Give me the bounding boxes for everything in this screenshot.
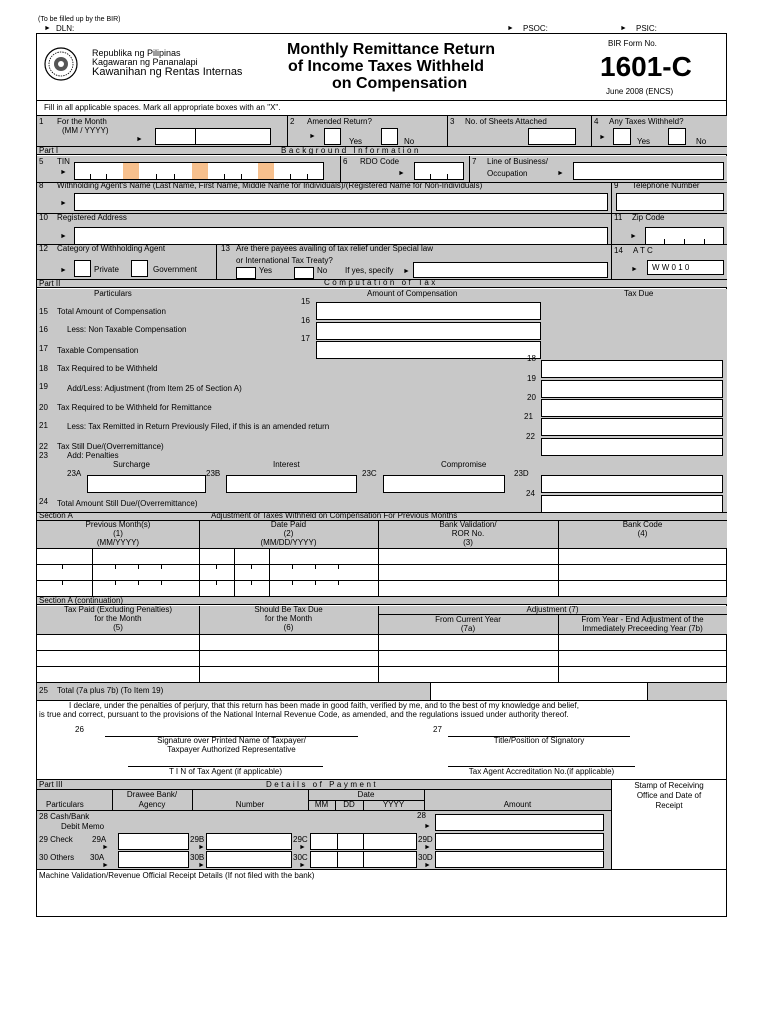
- divider: [199, 606, 200, 683]
- occupation-label: Occupation: [487, 169, 528, 178]
- surcharge-label: Surcharge: [113, 460, 150, 469]
- box-number: 29C: [293, 835, 308, 844]
- divider: [37, 548, 727, 549]
- divider: [378, 521, 379, 597]
- col-agency: Agency: [138, 800, 166, 809]
- tick: [62, 564, 63, 569]
- divider: [92, 548, 93, 596]
- item17-input[interactable]: [316, 341, 541, 359]
- divider: [37, 100, 727, 101]
- box-number: 29D: [418, 835, 433, 844]
- sectionA2-label: Section A (continuation): [39, 596, 124, 605]
- item-number: 25: [39, 686, 48, 695]
- arrow-icon: ►: [299, 862, 306, 869]
- form-number: 1601-C: [600, 51, 692, 82]
- item-label: Add/Less: Adjustment (from Item 25 of Section A): [67, 384, 242, 393]
- table-row: [37, 564, 727, 565]
- surcharge-input[interactable]: [87, 475, 206, 493]
- table-row: [37, 580, 727, 581]
- divider: [469, 156, 470, 183]
- item22-input[interactable]: [541, 438, 723, 456]
- item19-input[interactable]: [541, 380, 723, 398]
- box-number: 23C: [362, 469, 377, 478]
- line-business-input[interactable]: [573, 162, 724, 180]
- item-number: 15: [39, 307, 48, 316]
- item-number: 24: [39, 497, 48, 506]
- arrow-icon: ►: [299, 844, 306, 851]
- bir-seal: [44, 47, 78, 81]
- divider: [558, 614, 559, 683]
- part3-label: Part III: [39, 780, 63, 789]
- divider: [37, 810, 611, 811]
- divider: [37, 869, 727, 870]
- tick: [62, 580, 63, 585]
- col-for-month: for the Month: [94, 614, 142, 623]
- tick: [138, 580, 139, 585]
- divider: [611, 182, 612, 213]
- col-format: (MM/DD/YYYY): [260, 538, 317, 547]
- col-num: (2): [283, 529, 294, 538]
- tick: [251, 564, 252, 569]
- item-number: 18: [39, 364, 48, 373]
- item-number: 21: [39, 421, 48, 430]
- table-row: [37, 666, 727, 667]
- stamp-label: Stamp of Receiving: [634, 781, 704, 790]
- arrow-icon: ►: [60, 200, 67, 207]
- tick: [115, 564, 116, 569]
- divider: [37, 213, 727, 214]
- arrow-icon: ►: [60, 267, 67, 274]
- box-number: 23D: [514, 469, 529, 478]
- arrow-icon: ►: [424, 823, 431, 830]
- machine-validation-label: Machine Validation/Revenue Official Receipt Details (If not filed with the bank): [39, 871, 315, 880]
- others-bank-input[interactable]: [118, 851, 189, 868]
- arrow-icon: ►: [398, 170, 405, 177]
- col-num: (7a): [460, 624, 476, 633]
- item-number: 3: [450, 117, 455, 126]
- item20-input[interactable]: [541, 399, 723, 417]
- month-format: (MM / YYYY): [62, 126, 109, 135]
- withheld-yes-checkbox[interactable]: [613, 128, 631, 145]
- month-label: For the Month: [57, 117, 107, 126]
- box-number: 15: [301, 297, 310, 306]
- col-format: (MM/YYYY): [96, 538, 140, 547]
- tick: [161, 580, 162, 585]
- form-title-2: of Income Taxes Withheld: [288, 58, 485, 75]
- tick: [447, 174, 448, 179]
- no-label: No: [696, 137, 707, 146]
- item-number: 8: [39, 181, 44, 190]
- col-num: (5): [113, 623, 123, 632]
- divider: [337, 851, 338, 868]
- tick: [90, 174, 91, 179]
- col-bank-validation: Bank Validation/: [439, 520, 497, 529]
- amended-label: Amended Return?: [307, 117, 372, 126]
- tin-label: TIN: [57, 157, 70, 166]
- relief-question: Are there payees availing of tax relief under Special law: [236, 244, 433, 253]
- tick: [292, 564, 293, 569]
- amended-no-checkbox[interactable]: [381, 128, 398, 145]
- interest-input[interactable]: [226, 475, 357, 493]
- accreditation-label: Tax Agent Accreditation No.(if applicable): [468, 767, 615, 776]
- item-number: 11: [614, 213, 623, 222]
- col-particulars: Particulars: [94, 289, 132, 298]
- box-number: 17: [301, 334, 310, 343]
- form-title-3: on Compensation: [332, 75, 468, 92]
- divider: [287, 116, 288, 147]
- col-tax-paid: Tax Paid (Excluding Penalties): [63, 605, 173, 614]
- col-for-month: for the Month: [264, 614, 313, 623]
- tick: [241, 174, 242, 179]
- tick: [315, 564, 316, 569]
- tick: [224, 174, 225, 179]
- arrow-icon: ►: [44, 25, 51, 32]
- relief-question-2: or International Tax Treaty?: [236, 256, 333, 265]
- zip-label: Zip Code: [632, 213, 665, 222]
- arrow-icon: ►: [102, 862, 109, 869]
- col-num: (6): [283, 623, 294, 632]
- item-number: 23: [39, 451, 48, 460]
- arrow-icon: ►: [424, 862, 431, 869]
- col-drawee: Drawee Bank/: [126, 790, 178, 799]
- item23d-input[interactable]: [541, 475, 723, 493]
- arrow-icon: ►: [102, 844, 109, 851]
- sheets-label: No. of Sheets Attached: [465, 117, 547, 126]
- agency-line3: Kawanihan ng Rentas Internas: [92, 66, 243, 78]
- stamp-label-2: Office and Date of: [636, 791, 702, 800]
- item16-input[interactable]: [316, 322, 541, 340]
- item-label: Taxable Compensation: [57, 346, 139, 355]
- atc-label: A T C: [633, 246, 653, 255]
- yes-label: Yes: [259, 266, 273, 275]
- sectionA2-header: [37, 596, 727, 605]
- tick: [106, 174, 107, 179]
- divider: [340, 156, 341, 183]
- bir-note: (To be filled up by the BIR): [38, 16, 121, 23]
- divider: [234, 548, 235, 596]
- divider: [430, 683, 431, 700]
- private-label: Private: [94, 265, 119, 274]
- box-number: 21: [524, 412, 533, 421]
- arrow-icon: ►: [136, 136, 143, 143]
- tick: [338, 564, 339, 569]
- item-number: 20: [39, 403, 48, 412]
- check-amount-input[interactable]: [435, 833, 604, 850]
- item-number: 6: [343, 157, 348, 166]
- divider: [611, 244, 612, 282]
- specify-label: If yes, specify: [345, 266, 394, 275]
- col-number: Number: [235, 800, 265, 809]
- item15-input[interactable]: [316, 302, 541, 320]
- agent-name-label: Withholding Agent's Name (Last Name, First Name, Middle Name for Individuals)/(Registered Name for Non-Individuals): [57, 181, 483, 190]
- signature-label-2: Taxpayer Authorized Representative: [167, 745, 296, 754]
- agency-line2: Kagawaran ng Pananalapi: [92, 57, 198, 67]
- others-label: 30 Others: [39, 853, 75, 862]
- item-number: 2: [290, 117, 295, 126]
- divider: [37, 634, 727, 635]
- arrow-icon: ►: [631, 266, 638, 273]
- address-label: Registered Address: [57, 213, 127, 222]
- col-preceding: Immediately Preceeding Year (7b): [582, 624, 703, 633]
- item-number: 22: [39, 442, 48, 451]
- col-date: Date: [357, 790, 375, 799]
- tick: [338, 580, 339, 585]
- col-num: (3): [463, 538, 473, 547]
- item-number: 16: [39, 325, 48, 334]
- atc-value: W W 0 1 0: [652, 263, 690, 272]
- item-number: 12: [39, 244, 48, 253]
- arrow-icon: ►: [630, 233, 637, 240]
- rdo-label: RDO Code: [360, 157, 400, 166]
- item-label: Less: Non Taxable Compensation: [67, 325, 187, 334]
- yes-label: Yes: [349, 137, 363, 146]
- col-should-be: Should Be Tax Due: [254, 605, 323, 614]
- tick: [216, 564, 217, 569]
- box-number: 30B: [190, 853, 205, 862]
- item-label: Less: Tax Remitted in Return Previously Filed, if this is an amended return: [67, 422, 330, 431]
- col-yyyy: YYYY: [382, 800, 405, 809]
- taxes-withheld-label: Any Taxes Withheld?: [609, 117, 684, 126]
- arrow-icon: ►: [620, 25, 627, 32]
- tick: [216, 580, 217, 585]
- others-number-input[interactable]: [206, 851, 292, 868]
- arrow-icon: ►: [424, 844, 431, 851]
- item-number: 5: [39, 157, 44, 166]
- category-label: Category of Withholding Agent: [57, 244, 166, 253]
- box-number: 29B: [190, 835, 205, 844]
- divider: [611, 213, 612, 244]
- no-label: No: [317, 266, 328, 275]
- government-label: Government: [153, 265, 198, 274]
- part3-title: Details of Payment: [266, 780, 379, 789]
- total-label: Total (7a plus 7b) (To Item 19): [57, 686, 164, 695]
- item-number: 19: [39, 382, 48, 391]
- box-number: 22: [526, 432, 535, 441]
- divider: [337, 833, 338, 850]
- item-number: 17: [39, 344, 48, 353]
- tick: [315, 580, 316, 585]
- arrow-icon: ►: [557, 170, 564, 177]
- col-bank-code: Bank Code: [622, 520, 663, 529]
- col-amount: Amount of Compensation: [367, 289, 458, 298]
- box-number: 24: [526, 489, 535, 498]
- psoc-label: PSOC:: [523, 24, 548, 33]
- sheets-input[interactable]: [528, 128, 576, 145]
- line-business-label: Line of Business/: [487, 157, 548, 166]
- col-prev-month: Previous Month(s): [85, 520, 151, 529]
- check-number-input[interactable]: [206, 833, 292, 850]
- address-input[interactable]: [74, 227, 608, 245]
- tick: [307, 174, 308, 179]
- col-current-year: From Current Year: [435, 615, 501, 624]
- item-number: 1: [39, 117, 44, 126]
- private-checkbox[interactable]: [74, 260, 91, 277]
- part2-title: Computation of Tax: [324, 278, 438, 287]
- signature-label: Signature over Printed Name of Taxpayer/: [157, 736, 306, 745]
- penalties-label: Add: Penalties: [67, 451, 119, 460]
- box-number: 30D: [418, 853, 433, 862]
- item-number: 13: [221, 244, 230, 253]
- form-title-1: Monthly Remittance Return: [287, 41, 496, 58]
- item-label: Total Amount of Compensation: [57, 307, 166, 316]
- instructions: Fill in all applicable spaces. Mark all appropriate boxes with an "X".: [44, 103, 281, 112]
- divider: [378, 606, 379, 683]
- form-no-label: BIR Form No.: [608, 39, 657, 48]
- relief-yes-checkbox[interactable]: [236, 267, 256, 279]
- col-year-end: From Year - End Adjustment of the: [581, 615, 704, 624]
- tick: [138, 564, 139, 569]
- arrow-icon: ►: [60, 233, 67, 240]
- box-number: 30A: [90, 853, 105, 862]
- table-row: [37, 650, 727, 651]
- check-label: 29 Check: [39, 835, 73, 844]
- tick: [156, 174, 157, 179]
- dln-label: DLN:: [56, 24, 75, 33]
- box-number: 19: [527, 374, 536, 383]
- item-number: 26: [75, 725, 84, 734]
- box-number: 23A: [67, 469, 82, 478]
- item-number: 9: [614, 181, 619, 190]
- yes-label: Yes: [637, 137, 651, 146]
- no-label: No: [404, 137, 415, 146]
- tick: [161, 564, 162, 569]
- item-number: 4: [594, 117, 599, 126]
- telephone-label: Telephone Number: [632, 181, 700, 190]
- box-number: 28: [417, 811, 426, 820]
- tick: [251, 580, 252, 585]
- col-adjustment: Adjustment (7): [526, 605, 579, 614]
- declaration-line1: I declare, under the penalties of perjury, that this return has been made in good faith, verified by me, and to the best of my knowledge and belief,: [69, 701, 579, 710]
- psic-label: PSIC:: [636, 24, 657, 33]
- divider: [558, 521, 559, 597]
- box-number: 23B: [206, 469, 221, 478]
- tin-agent-label: T I N of Tax Agent (if applicable): [168, 767, 283, 776]
- position-label: Title/Position of Signatory: [493, 736, 585, 745]
- item-number: 14: [614, 246, 623, 255]
- box-number: 18: [527, 354, 536, 363]
- item-label: Tax Required to be Withheld: [57, 364, 158, 373]
- sectionA-title: Adjustment of Taxes Withheld on Compensation For Previous Months: [211, 511, 458, 520]
- col-particulars: Particulars: [46, 800, 84, 809]
- col-mm: MM: [314, 800, 329, 809]
- divider: [647, 683, 648, 700]
- arrow-icon: ►: [403, 268, 410, 275]
- arrow-icon: ►: [309, 133, 316, 140]
- col-num: (4): [637, 529, 648, 538]
- others-amount-input[interactable]: [435, 851, 604, 868]
- month-input[interactable]: [155, 128, 271, 145]
- compromise-input[interactable]: [383, 475, 505, 493]
- government-checkbox[interactable]: [131, 260, 148, 277]
- interest-label: Interest: [273, 460, 300, 469]
- tin-separator: [258, 163, 274, 179]
- divider: [37, 789, 611, 790]
- part2-label: Part II: [39, 279, 61, 288]
- box-number: 20: [527, 393, 536, 402]
- item24-input[interactable]: [541, 495, 723, 513]
- col-tax-due: Tax Due: [624, 289, 654, 298]
- total-due-label: Total Amount Still Due/(Overremittance): [57, 499, 198, 508]
- telephone-input[interactable]: [616, 193, 724, 211]
- box-number: 30C: [293, 853, 308, 862]
- arrow-icon: ►: [599, 134, 606, 141]
- item-label: Tax Required to be Withheld for Remittance: [57, 403, 212, 412]
- relief-no-checkbox[interactable]: [294, 267, 314, 279]
- withheld-no-checkbox[interactable]: [668, 128, 686, 145]
- divider: [447, 116, 448, 147]
- form-date: June 2008 (ENCS): [606, 87, 674, 96]
- item18-input[interactable]: [541, 360, 723, 378]
- tick: [430, 174, 431, 179]
- part1-title: Background Information: [281, 146, 421, 155]
- col-ror: ROR No.: [451, 529, 485, 538]
- tin-separator: [192, 163, 208, 179]
- col-amount: Amount: [503, 800, 532, 809]
- divider: [199, 521, 200, 597]
- specify-input[interactable]: [413, 262, 608, 278]
- sectionA-label: Section A: [39, 511, 73, 520]
- item-number: 27: [433, 725, 442, 734]
- item-number: 10: [39, 213, 48, 222]
- arrow-icon: ►: [198, 862, 205, 869]
- item-label: Tax Still Due/(Overremittance): [57, 442, 164, 451]
- tick: [115, 580, 116, 585]
- part1-label: Part I: [39, 146, 59, 155]
- col-dd: DD: [343, 800, 355, 809]
- stamp-label-3: Receipt: [655, 801, 683, 810]
- check-bank-input[interactable]: [118, 833, 189, 850]
- item-number: 7: [472, 157, 477, 166]
- divider: [216, 244, 217, 282]
- item21-input[interactable]: [541, 418, 723, 436]
- compromise-label: Compromise: [441, 460, 487, 469]
- col-date-paid: Date Paid: [270, 520, 307, 529]
- divider: [195, 128, 196, 145]
- cash-label: 28 Cash/Bank: [39, 812, 90, 821]
- agency-line1: Republika ng Pilipinas: [92, 48, 181, 58]
- arrow-icon: ►: [507, 25, 514, 32]
- agent-name-input[interactable]: [74, 193, 608, 211]
- box-number: 29A: [92, 835, 107, 844]
- debit-label: Debit Memo: [61, 822, 105, 831]
- divider: [363, 833, 364, 850]
- arrow-icon: ►: [60, 169, 67, 176]
- tick: [290, 174, 291, 179]
- arrow-icon: ►: [198, 844, 205, 851]
- tin-separator: [123, 163, 139, 179]
- rdo-input[interactable]: [414, 162, 464, 180]
- amended-yes-checkbox[interactable]: [324, 128, 341, 145]
- tick: [292, 580, 293, 585]
- declaration-line2: is true and correct, pursuant to the provisions of the National Internal Revenue Code, as amended, and the regulations issued under authority thereof.: [39, 710, 569, 719]
- divider: [269, 548, 270, 596]
- col-num: (1): [113, 529, 123, 538]
- tick: [174, 174, 175, 179]
- cash-amount-input[interactable]: [435, 814, 604, 831]
- divider: [591, 116, 592, 147]
- box-number: 16: [301, 316, 310, 325]
- divider: [363, 851, 364, 868]
- total-row-bg: [647, 683, 727, 700]
